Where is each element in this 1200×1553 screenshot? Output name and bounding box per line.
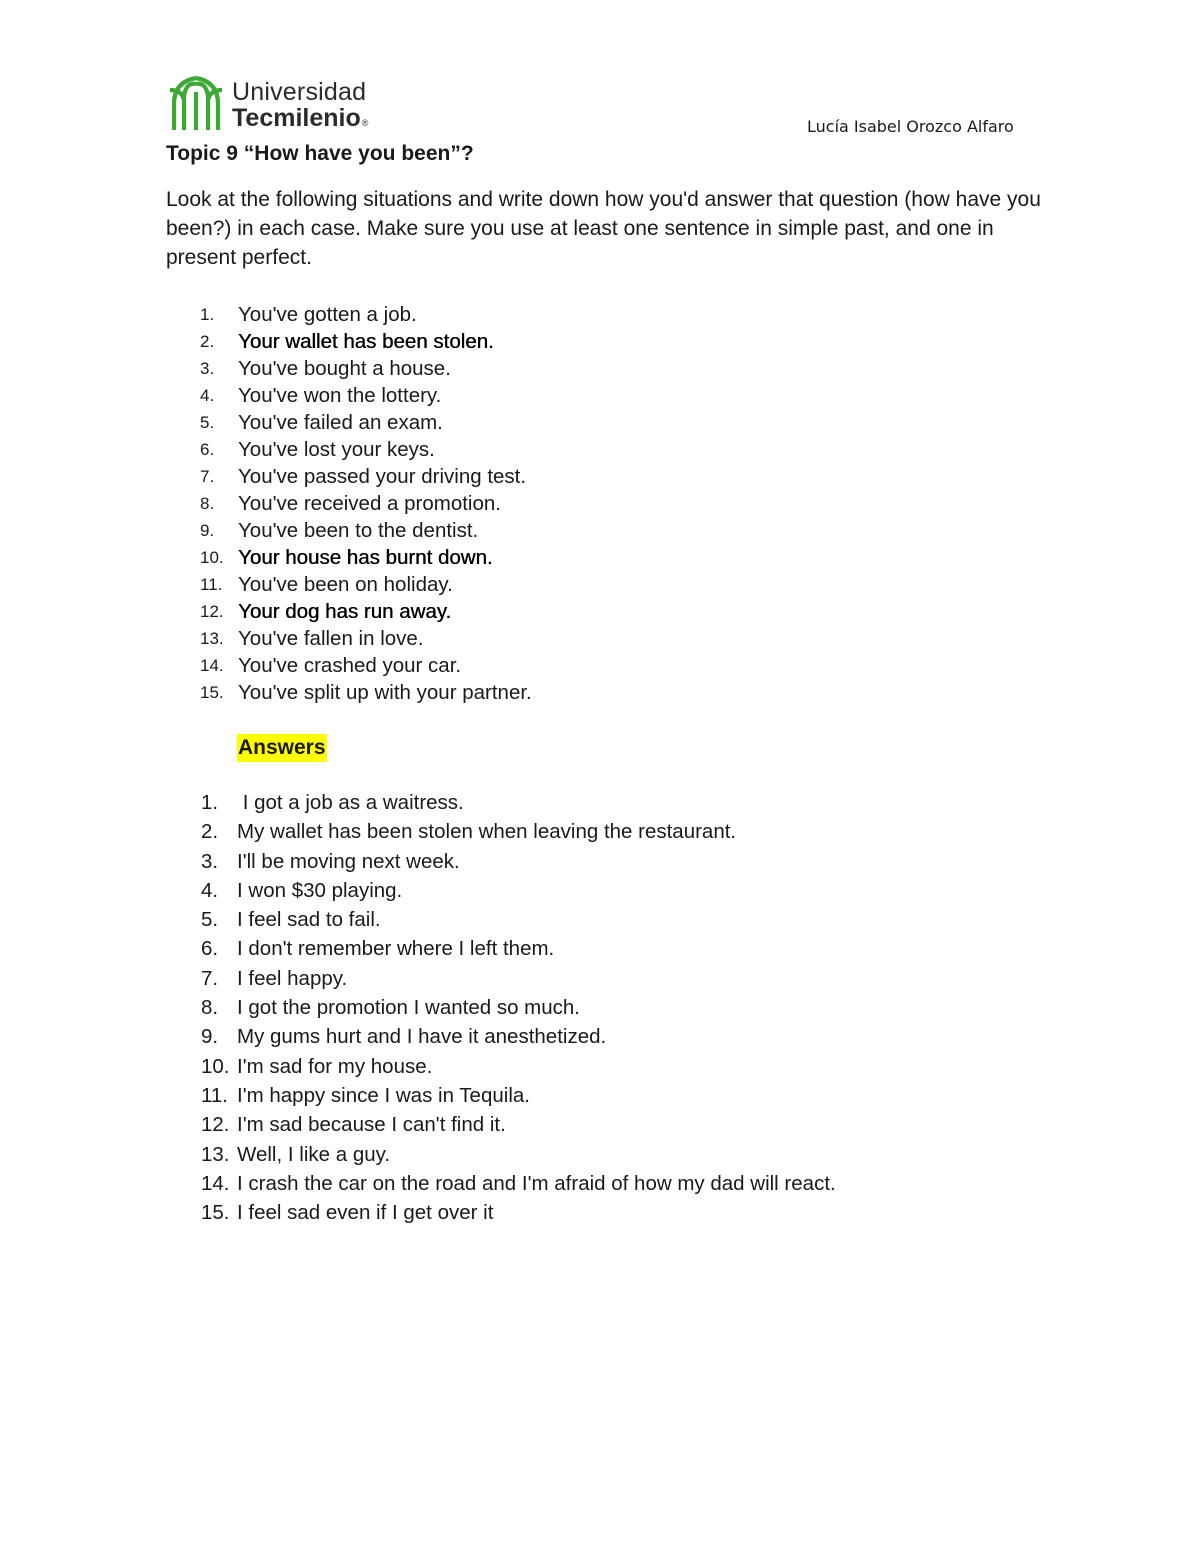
item-number: 4. (200, 386, 215, 405)
item-number: 5. (200, 413, 215, 432)
item-number: 11. (201, 1083, 228, 1107)
item-number: 13. (200, 629, 224, 648)
item-number: 6. (201, 937, 219, 961)
item-text: My wallet has been stolen when leaving the restaurant. (237, 820, 737, 844)
item-number: 6. (200, 440, 215, 459)
item-text: I'm sad because I can't find it. (237, 1113, 506, 1137)
item-text: You've failed an exam. (238, 411, 443, 434)
item-text: I feel sad even if I get over it (237, 1201, 494, 1225)
item-text: I crash the car on the road and I'm afraid of how my dad will react. (237, 1171, 836, 1195)
instructions-paragraph: Look at the following situations and write down how you'd answer that question (how have you been?) in each case. Make sure you use at least one sentence in simple past, and one in present perfect. (166, 188, 1041, 269)
item-text: I got the promotion I wanted so much. (237, 996, 580, 1020)
item-number: 3. (200, 359, 215, 378)
item-number: 7. (200, 467, 215, 486)
item-number: 9. (200, 521, 215, 540)
item-number: 13. (201, 1142, 230, 1166)
item-number: 2. (200, 332, 215, 351)
item-text: I got a job as a waitress. (237, 791, 464, 814)
item-number: 4. (201, 878, 219, 902)
item-number: 14. (201, 1171, 230, 1195)
item-text: Your wallet has been stolen. (238, 330, 494, 353)
item-text: You've been on holiday. (238, 573, 453, 596)
logo-text-universidad: Universidad (232, 78, 367, 106)
item-text: You've split up with your partner. (238, 681, 532, 704)
item-text: I feel sad to fail. (237, 908, 381, 932)
item-number: 8. (200, 494, 215, 513)
leaf-arch-icon (168, 74, 226, 130)
item-number: 12. (201, 1113, 230, 1137)
registered-mark: ® (361, 118, 369, 128)
item-number: 12. (200, 602, 224, 621)
item-number: 8. (201, 996, 219, 1020)
item-text: I don't remember where I left them. (237, 937, 555, 961)
item-text: You've passed your driving test. (238, 465, 527, 488)
item-number: 10. (201, 1054, 230, 1078)
item-number: 2. (201, 820, 219, 844)
answers-heading: Answers (237, 734, 327, 762)
item-number: 15. (200, 683, 224, 702)
item-text: I'm happy since I was in Tequila. (237, 1083, 530, 1107)
item-number: 7. (201, 966, 219, 990)
item-text: I feel happy. (237, 966, 348, 990)
item-text: You've lost your keys. (238, 438, 435, 461)
item-text: Your house has burnt down. (238, 546, 493, 569)
item-text: Your dog has run away. (238, 600, 452, 623)
item-number: 14. (200, 656, 224, 675)
item-text: My gums hurt and I have it anesthetized. (237, 1025, 607, 1049)
item-number: 15. (201, 1201, 230, 1225)
item-text: I won $30 playing. (237, 878, 403, 902)
item-text: Well, I like a guy. (237, 1142, 391, 1166)
item-text: You've been to the dentist. (238, 519, 479, 542)
item-number: 11. (200, 575, 223, 594)
item-number: 1. (201, 791, 219, 814)
item-number: 5. (201, 908, 219, 932)
university-logo (168, 70, 383, 134)
page-title: Topic 9 “How have you been”? (166, 142, 474, 165)
item-text: You've bought a house. (238, 357, 451, 380)
item-text: You've crashed your car. (238, 654, 462, 677)
item-number: 1. (200, 305, 215, 324)
item-text: You've fallen in love. (238, 627, 424, 650)
item-text: You've received a promotion. (238, 492, 501, 515)
author-name: Lucía Isabel Orozco Alfaro (807, 117, 1014, 136)
item-number: 3. (201, 849, 219, 873)
item-text: I'm sad for my house. (237, 1054, 433, 1078)
item-text: You've gotten a job. (238, 303, 417, 326)
item-number: 9. (201, 1025, 219, 1049)
item-text: You've won the lottery. (238, 384, 442, 407)
logo-text-tecmilenio: Tecmilenio® (232, 104, 369, 132)
item-number: 10. (200, 548, 224, 567)
item-text: I'll be moving next week. (237, 849, 460, 873)
